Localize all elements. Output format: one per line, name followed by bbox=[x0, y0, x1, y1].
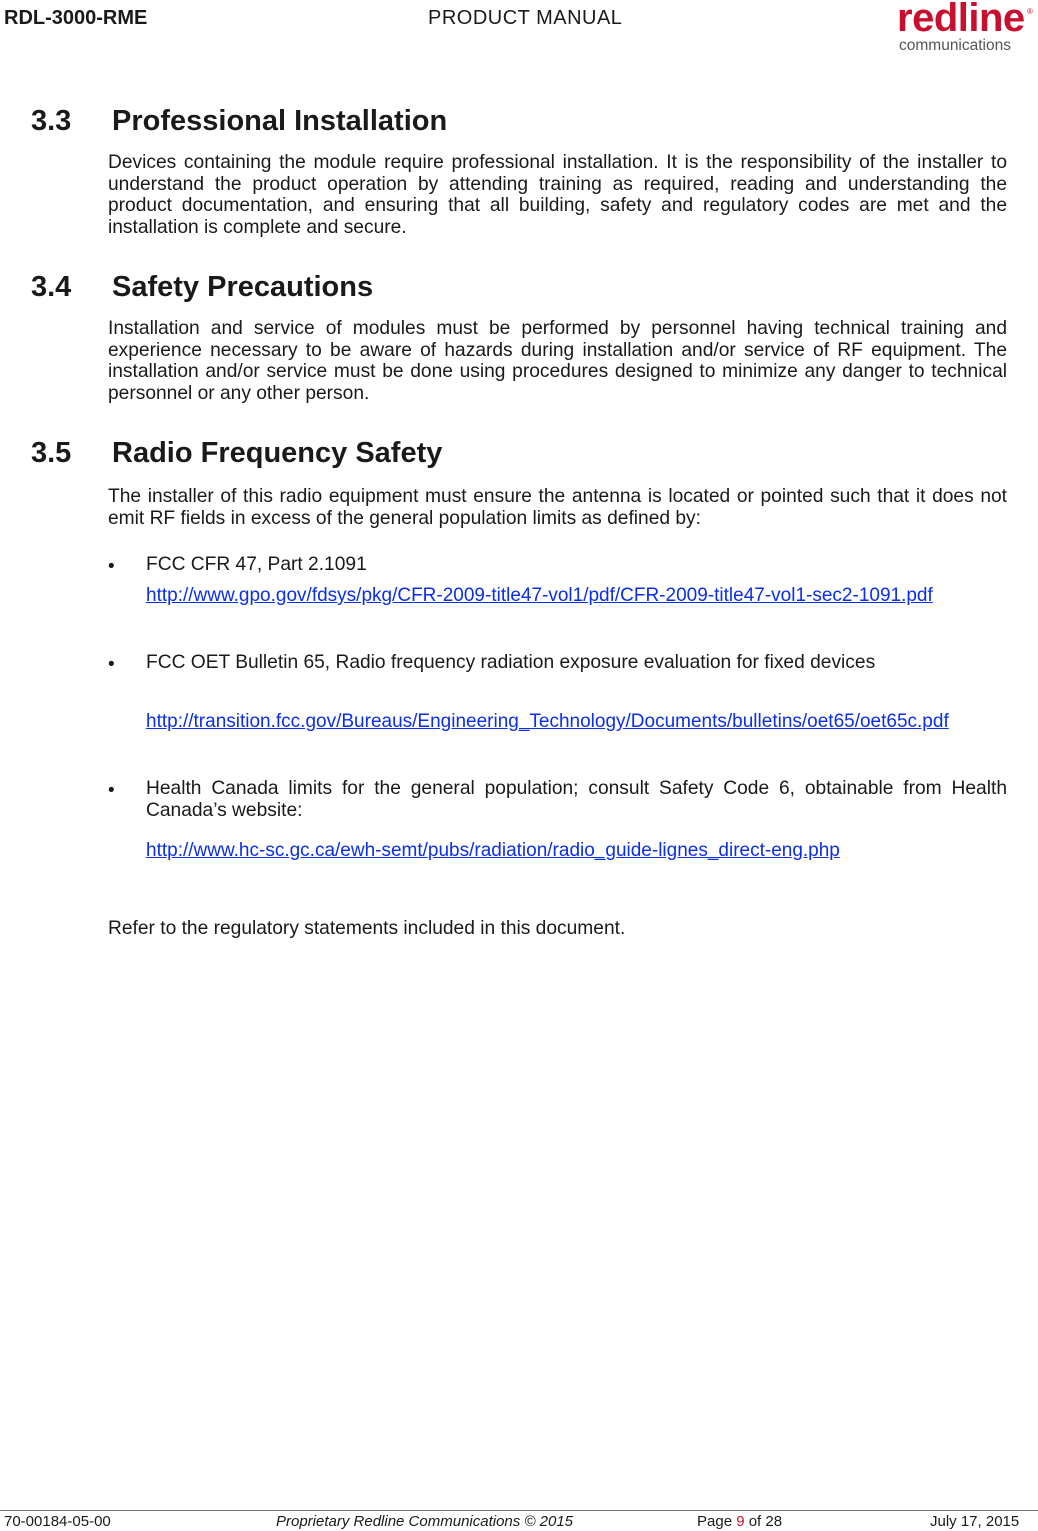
section-body-3-3: Devices containing the module require professional installation. It is the responsibility of the installer to understand the product operation by attending training as required, reading and understanding the product documentation, and ensuring that all building, safety and regulatory codes are met and the installation is complete and secure. bbox=[108, 152, 1007, 239]
footer-copyright: Proprietary Redline Communications © 2015 bbox=[276, 1513, 574, 1530]
bullet-link-container bbox=[146, 840, 1011, 863]
logo-subtitle: communications bbox=[899, 37, 1011, 54]
section-heading-3-3 bbox=[31, 105, 447, 138]
section-title: Professional Installation bbox=[112, 105, 448, 137]
section-title: Safety Precautions bbox=[112, 271, 374, 303]
document-type: PRODUCT MANUAL bbox=[428, 7, 623, 29]
redline-logo bbox=[897, 2, 1035, 54]
section-heading-3-4 bbox=[31, 271, 373, 304]
bullet-marker: • bbox=[108, 556, 115, 577]
closing-statement: Refer to the regulatory statements included in this document. bbox=[108, 918, 626, 939]
footer-page-number bbox=[697, 1513, 782, 1530]
logo-wordmark: redline bbox=[897, 0, 1025, 40]
page-suffix: of 28 bbox=[744, 1513, 783, 1530]
bullet-text: Health Canada limits for the general population; consult Safety Code 6, obtainable from Health Canada’s website: bbox=[146, 778, 1007, 821]
health-canada-link[interactable]: http://www.hc-sc.gc.ca/ewh-semt/pubs/radiation/radio_guide-lignes_direct-eng.php bbox=[146, 840, 840, 861]
section-number: 3.5 bbox=[31, 437, 72, 469]
bullet-text: FCC OET Bulletin 65, Radio frequency radiation exposure evaluation for fixed devices bbox=[146, 652, 876, 673]
fcc-oet65-link[interactable]: http://transition.fcc.gov/Bureaus/Engineering_Technology/Documents/bulletins/oet65/oet65c.pdf bbox=[146, 711, 949, 732]
bullet-marker: • bbox=[108, 654, 115, 675]
bullet-link-container bbox=[146, 711, 1011, 734]
footer-date: July 17, 2015 bbox=[930, 1513, 1020, 1530]
product-code: RDL-3000-RME bbox=[4, 7, 148, 29]
section-body-3-5: The installer of this radio equipment must ensure the antenna is located or pointed such that it does not emit RF fields in excess of the general population limits as defined by: bbox=[108, 486, 1007, 529]
section-number: 3.3 bbox=[31, 105, 72, 137]
footer-doc-number: 70-00184-05-00 bbox=[4, 1513, 111, 1530]
bullet-marker: • bbox=[108, 780, 115, 801]
logo-registered-mark: ® bbox=[1027, 7, 1033, 16]
section-title: Radio Frequency Safety bbox=[112, 437, 443, 469]
section-heading-3-5 bbox=[31, 437, 442, 470]
current-page: 9 bbox=[736, 1513, 745, 1530]
bullet-link-container bbox=[146, 585, 1011, 608]
bullet-text: FCC CFR 47, Part 2.1091 bbox=[146, 554, 367, 575]
section-number: 3.4 bbox=[31, 271, 72, 303]
fcc-cfr-link[interactable]: http://www.gpo.gov/fdsys/pkg/CFR-2009-title47-vol1/pdf/CFR-2009-title47-vol1-sec2-1091.pdf bbox=[146, 585, 933, 606]
footer-divider bbox=[0, 1510, 1038, 1511]
page-prefix: Page bbox=[697, 1513, 737, 1530]
section-body-3-4: Installation and service of modules must be performed by personnel having technical training and experience necessary to be aware of hazards during installation and/or service of RF equipment. The installation and/or service must be done using procedures designed to minimize any danger to technical personnel or any other person. bbox=[108, 318, 1007, 405]
